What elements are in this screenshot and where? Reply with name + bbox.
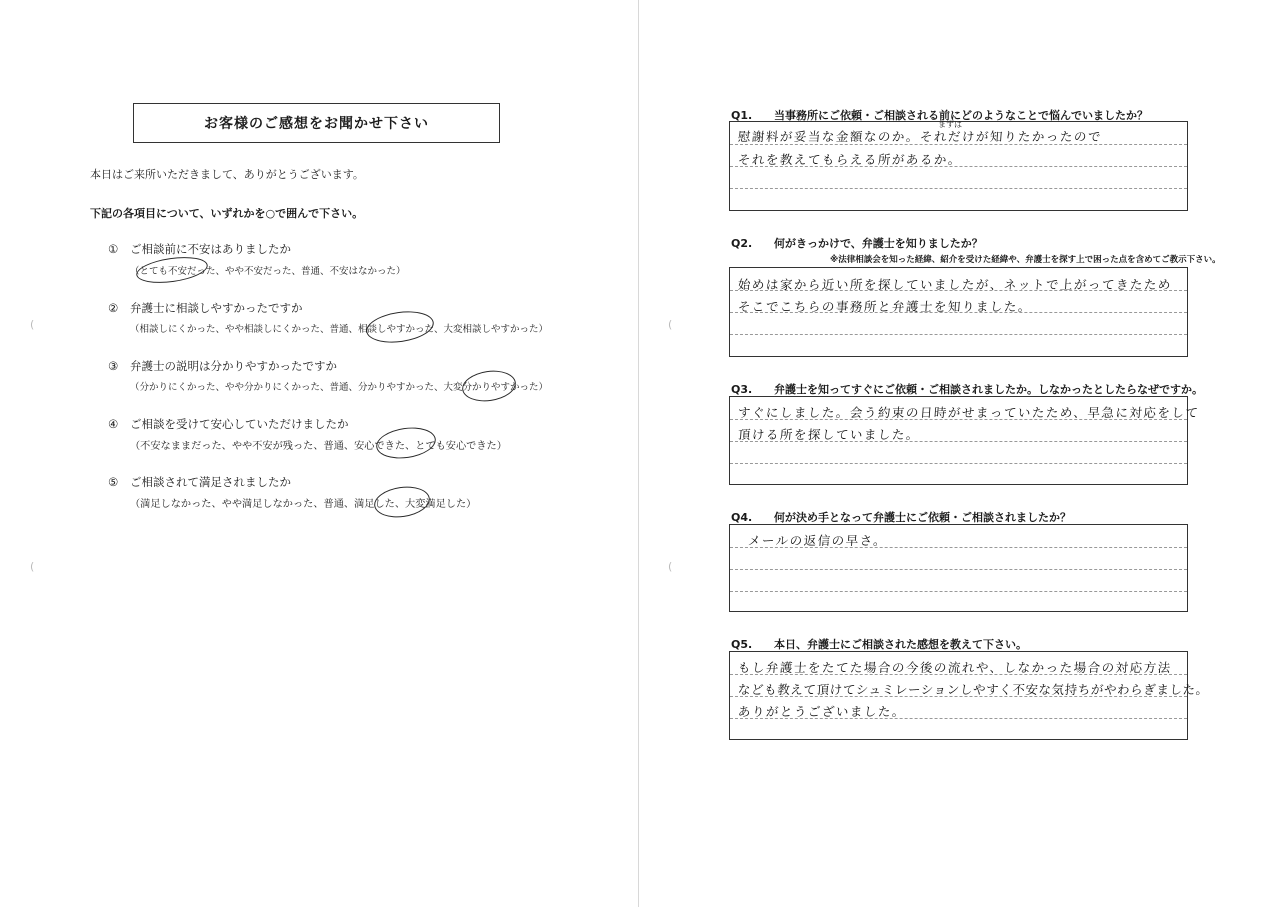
greeting-text: 本日はご来所いただきまして、ありがとうございます。 (90, 168, 364, 181)
survey-title-text: お客様のご感想をお聞かせ下さい (204, 116, 429, 132)
selection-circle-2 (364, 307, 436, 346)
item-options-1[interactable]: （とても不安だった、やや不安だった、普通、不安はなかった） (130, 266, 406, 277)
question-text: 本日、弁護士にご相談された感想を教えて下さい。 (774, 638, 1027, 651)
page-fold (638, 0, 639, 907)
instruction-text: 下記の各項目について、いずれかを○で囲んで下さい。 (90, 207, 364, 220)
item-options-3[interactable]: （分かりにくかった、やや分かりにくかった、普通、分かりやすかった、大変分かりやすかった） (130, 382, 549, 393)
question-number: Q1. (731, 109, 753, 122)
survey-item-4 (108, 416, 349, 432)
answer-box-5[interactable] (729, 651, 1210, 740)
answer-box-1[interactable] (729, 121, 1188, 211)
item-options-4[interactable]: （不安なままだった、やや不安が残った、普通、安心できた、とても安心できた） (130, 441, 507, 452)
question-3 (731, 381, 1203, 397)
scan-mark: ( (668, 560, 673, 573)
survey-item-3 (108, 358, 337, 374)
scan-mark: ( (30, 318, 35, 331)
survey-item-5 (108, 474, 291, 490)
item-number: ② (108, 301, 119, 315)
answer-line: そこでこちらの事務所と弁護士を知りました。 (737, 299, 1033, 314)
question-2 (731, 235, 983, 251)
selection-circle-4 (374, 424, 438, 462)
question-number: Q2. (731, 237, 753, 250)
scan-mark: ( (30, 560, 35, 573)
answer-line: なども教えて頂けてシュミレーションしやすく不安な気持ちがやわらぎました。 (737, 682, 1210, 697)
question-5 (731, 636, 1027, 652)
item-question: 弁護士に相談しやすかったですか (130, 301, 303, 315)
item-number: ③ (108, 359, 119, 373)
answer-line: 始めは家から近い所を探していましたが、ネットで上がってきたため (737, 277, 1173, 292)
question-text: 何がきっかけで、弁護士を知りましたか？ (774, 237, 983, 250)
question-4 (731, 509, 1071, 525)
question-text: 何が決め手となって弁護士にご依頼・ご相談されましたか？ (774, 511, 1071, 524)
selection-circle-3 (460, 367, 518, 404)
scan-mark: ( (668, 318, 673, 331)
answer-line: メールの返信の早さ。 (747, 533, 888, 548)
answer-box-4[interactable] (729, 524, 1188, 612)
question-number: Q3. (731, 383, 753, 396)
answer-line: ありがとうございました。 (737, 704, 907, 719)
item-question: 弁護士の説明は分かりやすかったですか (130, 359, 337, 373)
question-text: 弁護士を知ってすぐにご依頼・ご相談されましたか。しなかったとしたらなぜですか。 (774, 383, 1203, 396)
item-number: ⑤ (108, 475, 119, 489)
selection-circle-5 (372, 483, 432, 521)
answer-line: それを教えてもらえる所があるか。 (737, 152, 963, 167)
furigana-text: まずは (938, 120, 962, 129)
item-question: ご相談を受けて安心していただけましたか (130, 417, 349, 431)
question-number: Q5. (731, 638, 753, 651)
answer-line: 頂ける所を探していました。 (737, 427, 921, 442)
survey-item-2 (108, 300, 303, 316)
answer-line: すぐにしました。会う約束の日時がせまっていたため、早急に対応をして (737, 405, 1201, 420)
answer-box-2[interactable] (729, 267, 1188, 357)
survey-title (133, 103, 500, 143)
answer-line: もし弁護士をたてた場合の今後の流れや、しなかった場合の対応方法 (737, 660, 1173, 675)
item-question: ご相談前に不安はありましたか (130, 242, 291, 256)
item-number: ④ (108, 417, 119, 431)
answer-line: 慰謝料が妥当な金額なのか。それだけが知りたかったので (737, 129, 1103, 144)
question-note: ※法律相談会を知った経緯、紹介を受けた経緯や、弁護士を探す上で困った点を含めてご教示下さい。 (830, 255, 1221, 265)
item-options-2[interactable]: （相談しにくかった、やや相談しにくかった、普通、相談しやすかった、大変相談しやすかった） (130, 324, 549, 335)
item-question: ご相談されて満足されましたか (130, 475, 291, 489)
item-options-5[interactable]: （満足しなかった、やや満足しなかった、普通、満足した、大変満足した） (130, 499, 477, 510)
question-text: 当事務所にご依頼・ご相談される前にどのようなことで悩んでいましたか？ (774, 109, 1148, 122)
question-number: Q4. (731, 511, 753, 524)
answer-box-3[interactable] (729, 396, 1201, 485)
selection-circle-1 (135, 253, 210, 287)
item-number: ① (108, 242, 119, 256)
survey-item-1 (108, 241, 291, 257)
